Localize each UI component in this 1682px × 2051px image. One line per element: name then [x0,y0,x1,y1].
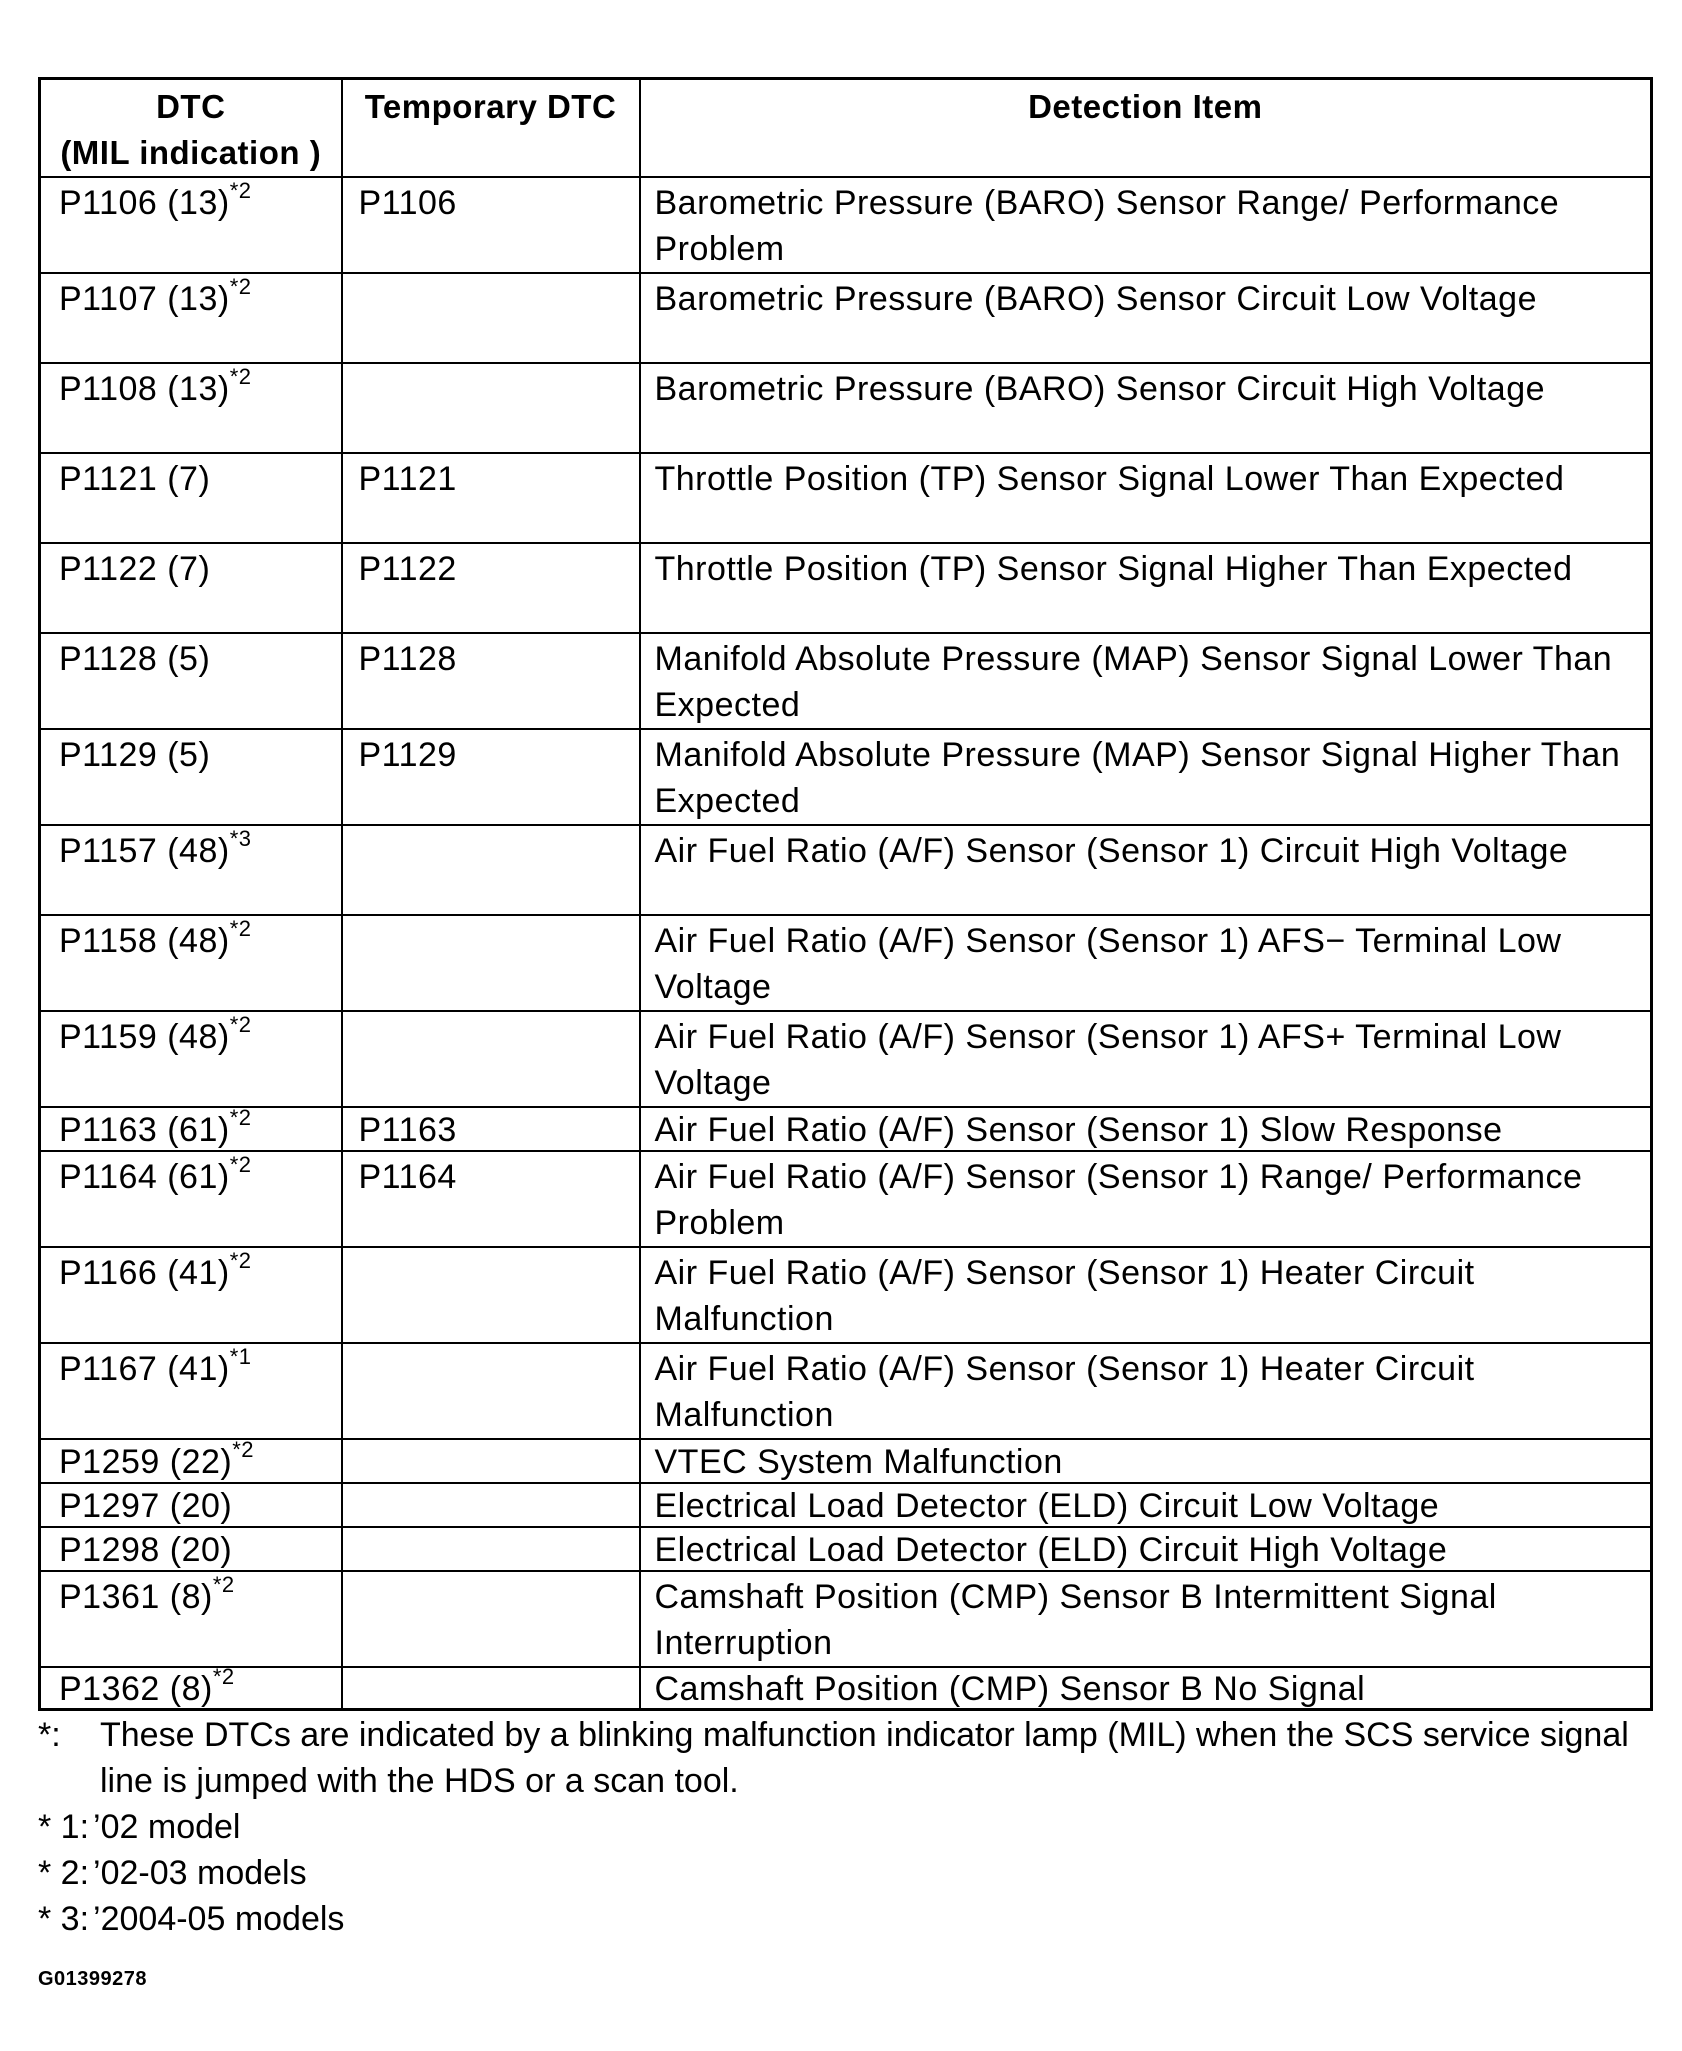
dtc-code: P1158 (48) [59,922,230,960]
detection-item-cell: Air Fuel Ratio (A/F) Sensor (Sensor 1) AFS− Terminal Low Voltage [640,915,1652,1011]
detection-item-cell: Camshaft Position (CMP) Sensor B No Signal [640,1667,1652,1710]
table-row [40,1571,1652,1667]
dtc-footnote-mark: *2 [212,1663,235,1689]
table-row [40,1151,1652,1247]
dtc-code-cell [40,633,342,729]
dtc-code: P1157 (48) [59,832,230,870]
detection-item-cell: Air Fuel Ratio (A/F) Sensor (Sensor 1) AFS+ Terminal Low Voltage [640,1011,1652,1107]
header-row [40,79,1652,178]
header-dtc-line1: DTC [156,88,226,125]
dtc-code: P1164 (61) [59,1158,230,1196]
temporary-dtc-cell [342,1439,640,1483]
footnote-mark: * 1: [38,1808,90,1846]
footnote-text: ’02-03 models [93,1854,307,1892]
temporary-dtc-cell: P1106 [342,177,640,273]
footnote [38,1804,1658,1850]
header-detection-item: Detection Item [640,79,1652,178]
table-row [40,1247,1652,1343]
dtc-code-cell [40,1483,342,1527]
temporary-dtc-cell: P1121 [342,453,640,543]
temporary-dtc-cell [342,1527,640,1571]
footnotes [38,1712,1658,2002]
dtc-code: P1107 (13) [59,280,230,318]
dtc-footnote-mark: *2 [229,1104,252,1130]
table-row [40,825,1652,915]
table-row [40,633,1652,729]
header-dtc [40,79,342,178]
dtc-code: P1167 (41) [59,1350,230,1388]
footnote-text: ’02 model [93,1808,241,1846]
table-row [40,1343,1652,1439]
footnote [38,1712,1658,1804]
detection-item-cell: Barometric Pressure (BARO) Sensor Circuit Low Voltage [640,273,1652,363]
table-row [40,543,1652,633]
dtc-footnote-mark: *3 [229,825,252,851]
dtc-code: P1122 (7) [59,550,211,588]
detection-item-cell: Barometric Pressure (BARO) Sensor Range/ Performance Problem [640,177,1652,273]
footnote-mark: * 2: [38,1854,90,1892]
dtc-footnote-mark: *2 [232,1436,255,1462]
table-row [40,1011,1652,1107]
dtc-footnote-mark: *2 [229,1011,252,1037]
dtc-code-cell [40,1151,342,1247]
dtc-code: P1166 (41) [59,1254,230,1292]
temporary-dtc-cell [342,1247,640,1343]
dtc-code-cell [40,1436,342,1483]
temporary-dtc-cell [342,1667,640,1710]
dtc-code-cell [40,1247,342,1343]
dtc-sheet [38,77,1650,1711]
table-row [40,1667,1652,1710]
dtc-code-cell [40,177,342,273]
footnote [38,1896,1658,1942]
dtc-code: P1163 (61) [59,1111,230,1149]
dtc-code: P1106 (13) [59,184,230,222]
dtc-code-cell [40,543,342,633]
table-row [40,363,1652,453]
dtc-footnote-mark: *2 [229,1247,252,1273]
footnote-text: ’2004-05 models [93,1900,345,1938]
dtc-code: P1121 (7) [59,460,211,498]
detection-item-cell: Electrical Load Detector (ELD) Circuit High Voltage [640,1527,1652,1571]
dtc-footnote-mark: *2 [229,177,252,203]
detection-item-cell: Air Fuel Ratio (A/F) Sensor (Sensor 1) Slow Response [640,1107,1652,1151]
footnote-text: These DTCs are indicated by a blinking malfunction indicator lamp (MIL) when the SCS service signal line is jumped with the HDS or a scan tool. [100,1716,1629,1800]
dtc-code: P1362 (8) [59,1670,213,1708]
detection-item-cell: Manifold Absolute Pressure (MAP) Sensor Signal Lower Than Expected [640,633,1652,729]
detection-item-cell: Air Fuel Ratio (A/F) Sensor (Sensor 1) Heater Circuit Malfunction [640,1343,1652,1439]
temporary-dtc-cell [342,273,640,363]
dtc-code: P1361 (8) [59,1578,213,1616]
footnote-list [38,1712,1658,1942]
temporary-dtc-cell [342,1483,640,1527]
dtc-code: P1298 (20) [59,1531,233,1569]
detection-item-cell: Manifold Absolute Pressure (MAP) Sensor Signal Higher Than Expected [640,729,1652,825]
table-row [40,915,1652,1011]
table-row [40,453,1652,543]
dtc-footnote-mark: *2 [229,363,252,389]
table-row [40,1483,1652,1527]
dtc-code-cell [40,453,342,543]
dtc-code-cell [40,1527,342,1571]
dtc-code-cell [40,1343,342,1439]
header-temporary-dtc: Temporary DTC [342,79,640,178]
temporary-dtc-cell: P1163 [342,1107,640,1151]
temporary-dtc-cell [342,363,640,453]
footnote-mark: *: [38,1716,61,1754]
dtc-code: P1259 (22) [59,1443,233,1481]
dtc-footnote-mark: *2 [229,273,252,299]
temporary-dtc-cell [342,915,640,1011]
detection-item-cell: Electrical Load Detector (ELD) Circuit Low Voltage [640,1483,1652,1527]
table-row [40,273,1652,363]
figure-code: G01399278 [38,1968,148,1990]
detection-item-cell: Barometric Pressure (BARO) Sensor Circuit High Voltage [640,363,1652,453]
footnote-mark: * 3: [38,1900,90,1938]
detection-item-cell: Air Fuel Ratio (A/F) Sensor (Sensor 1) Range/ Performance Problem [640,1151,1652,1247]
table-row [40,729,1652,825]
detection-item-cell: Throttle Position (TP) Sensor Signal Lower Than Expected [640,453,1652,543]
table-row [40,1439,1652,1483]
dtc-code-cell [40,1011,342,1107]
footnote [38,1850,1658,1896]
temporary-dtc-cell [342,825,640,915]
temporary-dtc-cell [342,1571,640,1667]
temporary-dtc-cell: P1122 [342,543,640,633]
table-row [40,177,1652,273]
header-dtc-line2: (MIL indication ) [60,134,322,171]
dtc-code-cell [40,729,342,825]
dtc-code: P1108 (13) [59,370,230,408]
temporary-dtc-cell: P1128 [342,633,640,729]
dtc-code-cell [40,273,342,363]
dtc-footnote-mark: *1 [229,1343,252,1369]
temporary-dtc-cell [342,1343,640,1439]
dtc-table-body [40,177,1652,1710]
detection-item-cell: VTEC System Malfunction [640,1439,1652,1483]
dtc-footnote-mark: *2 [229,915,252,941]
dtc-footnote-mark: *2 [212,1571,235,1597]
dtc-code-cell [40,363,342,453]
dtc-code: P1128 (5) [59,640,211,678]
detection-item-cell: Throttle Position (TP) Sensor Signal Higher Than Expected [640,543,1652,633]
dtc-code-cell [40,915,342,1011]
dtc-code: P1297 (20) [59,1487,233,1525]
dtc-code-cell [40,1571,342,1667]
table-row [40,1107,1652,1151]
dtc-footnote-mark: *2 [229,1151,252,1177]
dtc-code-cell [40,1104,342,1151]
dtc-code-cell [40,825,342,915]
dtc-table [38,77,1653,1711]
temporary-dtc-cell: P1129 [342,729,640,825]
temporary-dtc-cell: P1164 [342,1151,640,1247]
table-row [40,1527,1652,1571]
detection-item-cell: Air Fuel Ratio (A/F) Sensor (Sensor 1) Circuit High Voltage [640,825,1652,915]
detection-item-cell: Air Fuel Ratio (A/F) Sensor (Sensor 1) Heater Circuit Malfunction [640,1247,1652,1343]
dtc-code: P1159 (48) [59,1018,230,1056]
dtc-code-cell [40,1663,342,1710]
detection-item-cell: Camshaft Position (CMP) Sensor B Intermittent Signal Interruption [640,1571,1652,1667]
temporary-dtc-cell [342,1011,640,1107]
dtc-code: P1129 (5) [59,736,211,774]
